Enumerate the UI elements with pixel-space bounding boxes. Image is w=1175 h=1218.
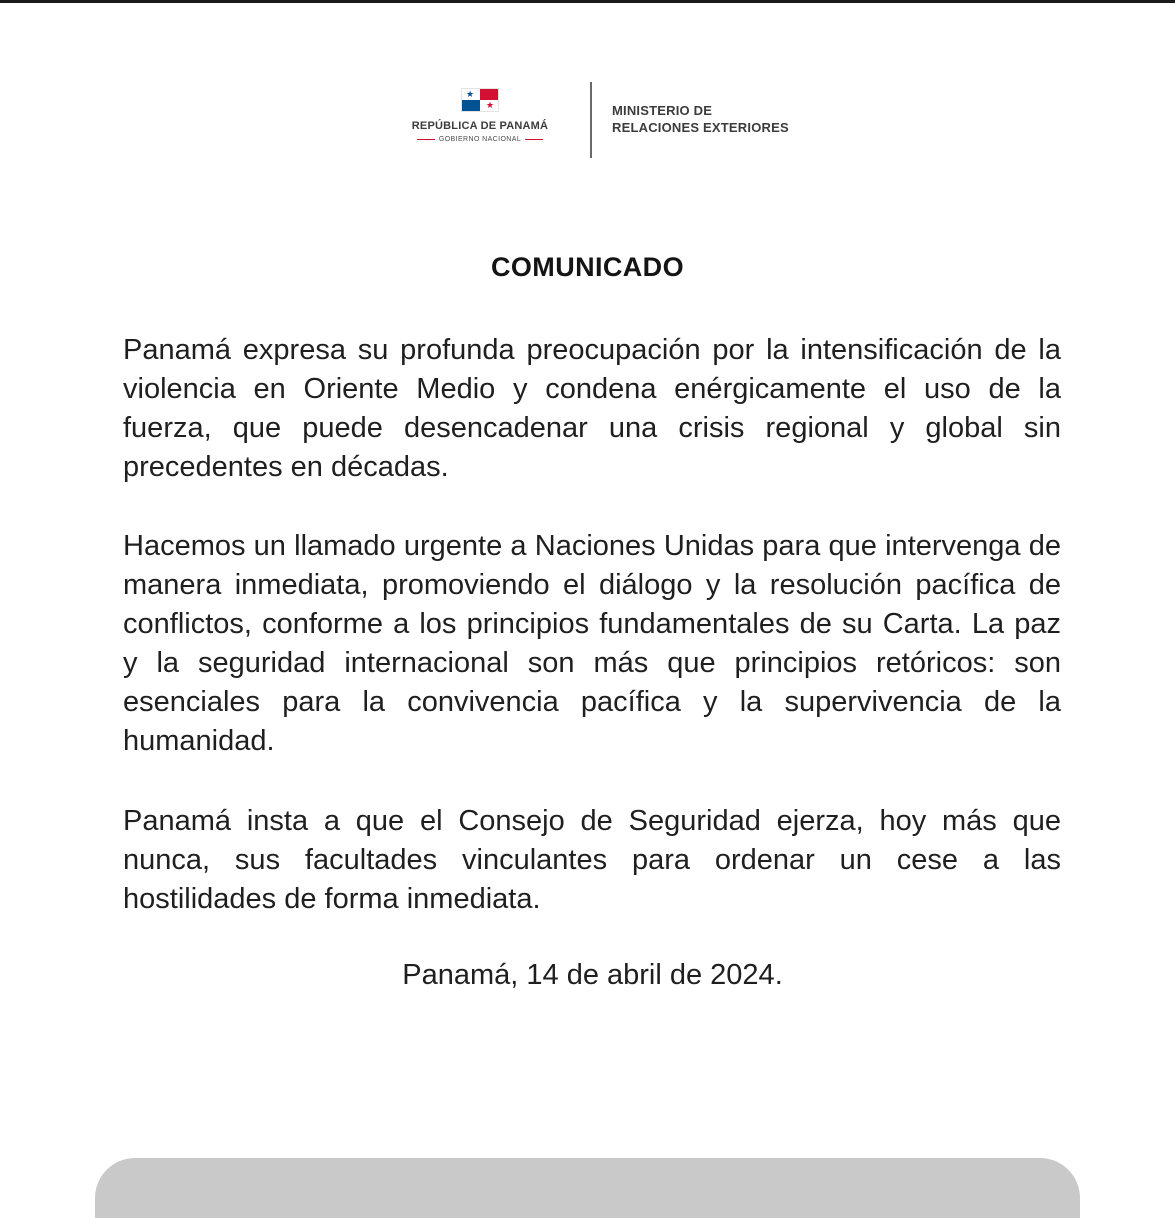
ministry-line-2: RELACIONES EXTERIORES <box>612 120 789 135</box>
document-title: COMUNICADO <box>491 252 684 282</box>
ministry-name <box>612 102 789 136</box>
letterhead-divider <box>590 82 592 158</box>
letterhead <box>390 80 840 160</box>
government-subtitle: GOBIERNO NACIONAL <box>438 136 522 143</box>
subtitle-right-dash <box>525 139 543 140</box>
paragraph-1: Panamá expresa su profunda preocupación por la intensificación de la violencia en Oriente Medio y condena enérgicamente el uso de la fuerza, que puede desencadenar una crisis regional y global sin precedentes en décadas. <box>123 334 1061 483</box>
dateline: Panamá, 14 de abril de 2024. <box>402 959 783 991</box>
subtitle-left-dash <box>417 139 435 140</box>
top-border <box>0 0 1175 3</box>
panama-flag-icon: ★ ★ <box>461 88 499 112</box>
government-name: REPÚBLICA DE PANAMÁ <box>411 120 549 132</box>
government-subtitle-row <box>390 136 570 143</box>
government-logo <box>390 88 570 143</box>
paragraph-2: Hacemos un llamado urgente a Naciones Unidas para que intervenga de manera inmediata, promoviendo el diálogo y la resolución pacífica de conflictos, conforme a los principios fundamentales de su Carta. La paz y la seguridad internacional son más que principios retóricos: son esenciales para la convivencia pacífica y la supervivencia de la humanidad. <box>123 530 1061 757</box>
paragraph-3: Panamá insta a que el Consejo de Seguridad ejerza, hoy más que nunca, sus facultades vinculantes para ordenar un cese a las hostilidades de forma inmediata. <box>123 805 1061 915</box>
bottom-bar <box>95 1158 1080 1218</box>
ministry-line-1: MINISTERIO DE <box>612 103 713 118</box>
